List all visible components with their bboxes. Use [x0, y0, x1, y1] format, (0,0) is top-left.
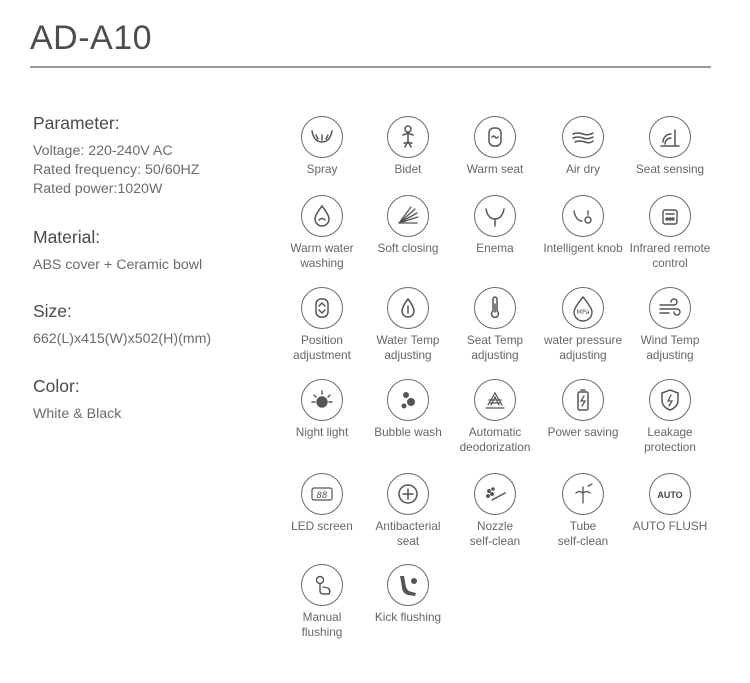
feature-label: Warm water washing [290, 241, 354, 270]
feature-label: Bidet [394, 162, 422, 176]
tube-clean-icon [562, 473, 604, 515]
feature-seat-sensing [620, 116, 720, 177]
feature-label: Tube self-clean [557, 519, 609, 548]
antibacterial-icon [387, 473, 429, 515]
color-heading: Color: [33, 376, 80, 396]
feature-label: Automatic deodorization [459, 425, 531, 454]
feature-label: Leakage protection [644, 425, 696, 454]
spray-icon [301, 116, 343, 158]
feature-label: Water Temp adjusting [376, 333, 440, 362]
feature-nozzle-clean [445, 473, 545, 549]
parameter-voltage: Voltage: 220-240V AC [33, 143, 173, 159]
manual-flush-icon [301, 564, 343, 606]
deodorization-icon [474, 379, 516, 421]
feature-label: Manual flushing [301, 610, 343, 639]
material-section [33, 227, 283, 275]
bidet-icon [387, 116, 429, 158]
seat-sensing-icon [649, 116, 691, 158]
led-screen-icon [301, 473, 343, 515]
wind-temp-icon [649, 287, 691, 329]
size-heading: Size: [33, 301, 72, 321]
feature-bidet [358, 116, 458, 177]
feature-kick-flush [358, 564, 458, 625]
feature-deodorization [445, 379, 545, 455]
parameter-frequency: Rated frequency: 50/60HZ [33, 162, 200, 178]
warm-seat-icon [474, 116, 516, 158]
feature-knob [533, 195, 633, 256]
feature-wind-temp [620, 287, 720, 363]
feature-position [272, 287, 372, 363]
feature-label: Antibacterial seat [375, 519, 441, 548]
feature-leakage [620, 379, 720, 455]
feature-power-saving [533, 379, 633, 440]
material-value: ABS cover + Ceramic bowl [33, 257, 203, 273]
feature-label: Air dry [565, 162, 601, 176]
feature-warm-seat [445, 116, 545, 177]
auto-flush-text: AUTO [657, 490, 683, 500]
feature-label: Spray [306, 162, 338, 176]
feature-label: Power saving [547, 425, 619, 439]
feature-bubble [358, 379, 458, 440]
feature-label: Seat sensing [635, 162, 705, 176]
color-value: White & Black [33, 406, 122, 422]
warm-water-icon [301, 195, 343, 237]
air-dry-icon [562, 116, 604, 158]
feature-label: Position adjustment [293, 333, 351, 362]
feature-label: water pressure adjusting [543, 333, 623, 362]
nozzle-clean-icon [474, 473, 516, 515]
position-icon [301, 287, 343, 329]
knob-icon [562, 195, 604, 237]
enema-icon [474, 195, 516, 237]
feature-night-light [272, 379, 372, 440]
battery-icon [562, 379, 604, 421]
feature-label: Night light [295, 425, 349, 439]
feature-spray [272, 116, 372, 177]
color-section [33, 376, 283, 424]
feature-label: Infrared remote control [629, 241, 711, 270]
feature-label: Intelligent knob [543, 241, 623, 255]
feature-label: Wind Temp adjusting [640, 333, 700, 362]
feature-manual-flush [272, 564, 372, 640]
auto-flush-icon [649, 473, 691, 515]
feature-label: Warm seat [466, 162, 524, 176]
feature-tube-clean [533, 473, 633, 549]
led-digits-text: 88 [316, 491, 328, 501]
feature-warm-water [272, 195, 372, 271]
feature-label: Kick flushing [374, 610, 442, 624]
shield-icon [649, 379, 691, 421]
feature-pressure [533, 287, 633, 363]
feature-label: Nozzle self-clean [469, 519, 521, 548]
night-light-icon [301, 379, 343, 421]
seat-temp-icon [474, 287, 516, 329]
feature-air-dry [533, 116, 633, 177]
pressure-icon [562, 287, 604, 329]
feature-label: AUTO FLUSH [632, 519, 708, 533]
title-divider [30, 66, 711, 68]
parameter-heading: Parameter: [33, 113, 120, 133]
remote-icon [649, 195, 691, 237]
feature-remote [620, 195, 720, 271]
size-section [33, 301, 283, 349]
parameter-section [33, 113, 283, 199]
feature-label: LED screen [291, 519, 353, 533]
feature-antibacterial [358, 473, 458, 549]
soft-closing-icon [387, 195, 429, 237]
feature-label: Soft closing [377, 241, 439, 255]
feature-enema [445, 195, 545, 256]
feature-seat-temp [445, 287, 545, 363]
feature-soft-closing [358, 195, 458, 256]
feature-label: Seat Temp adjusting [466, 333, 524, 362]
material-heading: Material: [33, 227, 101, 247]
kick-flush-icon [387, 564, 429, 606]
bubble-icon [387, 379, 429, 421]
feature-label: Bubble wash [374, 425, 442, 439]
feature-led-screen [272, 473, 372, 534]
water-temp-icon [387, 287, 429, 329]
parameter-power: Rated power:1020W [33, 181, 163, 197]
size-value: 662(L)x415(W)x502(H)(mm) [33, 331, 212, 347]
feature-label: Enema [476, 241, 514, 255]
feature-water-temp [358, 287, 458, 363]
feature-auto-flush [620, 473, 720, 534]
page-title: AD-A10 [30, 19, 153, 57]
pressure-unit-text: MPa [576, 308, 590, 316]
